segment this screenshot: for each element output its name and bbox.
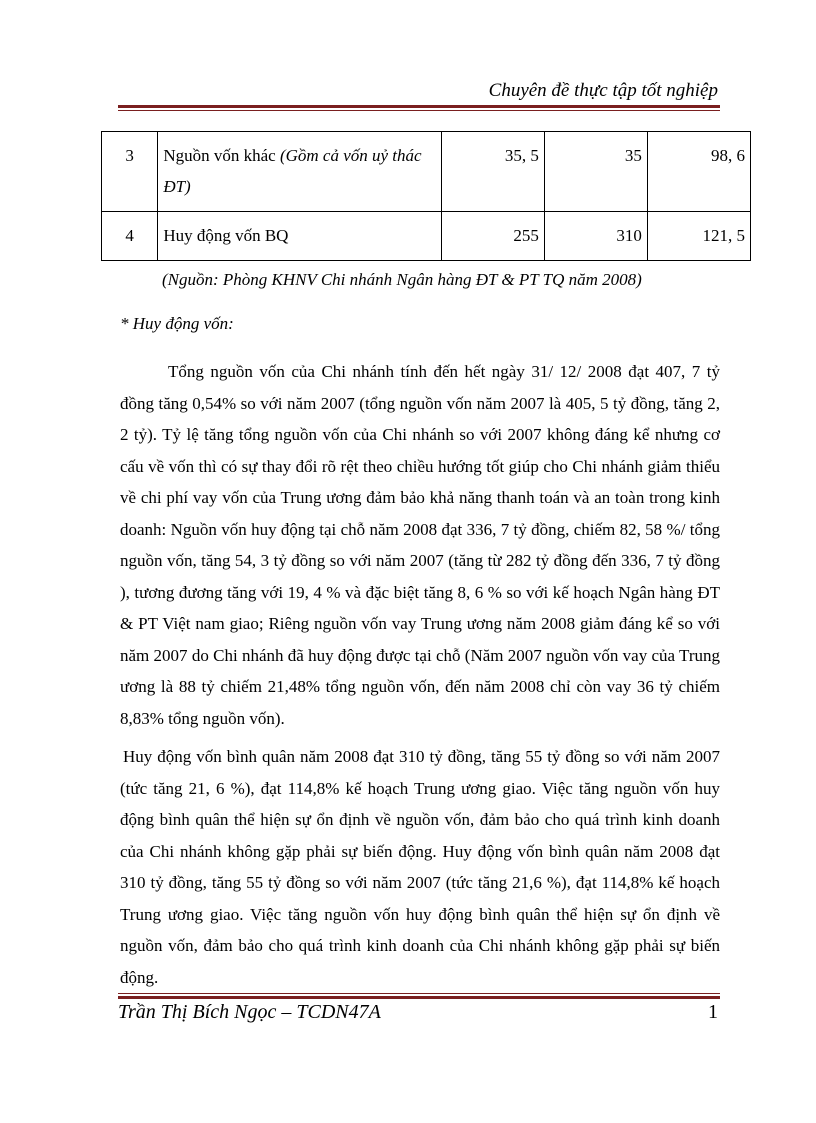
value-2008: 310 — [544, 212, 647, 261]
row-label: Huy động vốn BQ — [158, 212, 442, 261]
table-row — [102, 212, 751, 261]
row-label-text: Nguồn vốn khác — [163, 146, 280, 165]
data-table — [101, 131, 751, 261]
row-label-note: (Gồm cả vốn uỷ thác ĐT) — [163, 146, 422, 196]
ratio-value: 121, 5 — [647, 212, 750, 261]
row-number: 4 — [102, 212, 158, 261]
row-number: 3 — [102, 132, 158, 212]
value-2008: 35 — [544, 132, 647, 212]
page-number: 1 — [708, 1001, 718, 1023]
value-2007: 255 — [441, 212, 544, 261]
header-rule — [118, 105, 720, 111]
body-paragraph: Tổng nguồn vốn của Chi nhánh tính đến hết ngày 31/ 12/ 2008 đạt 407, 7 tỷ đồng tăng 0,54% so với năm 2007 (tổng nguồn vốn năm 2007 là 405, 5 tỷ đồng, tăng 2, 2 tỷ). Tỷ lệ tăng tổng nguồn vốn của Chi nhánh so với 2007 không đáng kể nhưng cơ cấu về vốn thì có sự thay đổi rõ rệt theo chiều hướng tốt giúp cho Chi nhánh giảm thiểu về chi phí vay vốn của Trung ương đảm bảo khả năng thanh toán và an toàn trong kinh doanh: Nguồn vốn huy động tại chỗ năm 2008 đạt 336, 7 tỷ đồng, chiếm 82, 58 %/ tổng nguồn vốn, tăng 54, 3 tỷ đồng so với năm 2007 (tăng từ 282 tỷ đồng đến 336, 7 tỷ đồng ), tương đương tăng với 19, 4 % và đặc biệt tăng 8, 6 % so với kế hoạch Ngân hàng ĐT & PT Việt nam giao; Riêng nguồn vốn vay Trung ương năm 2008 giảm đáng kể so với năm 2007 do Chi nhánh đã huy động được tại chỗ (Năm 2007 nguồn vốn vay của Trung ương là 88 tỷ chiếm 21,48% tổng nguồn vốn, đến năm 2008 chỉ còn vay 36 tỷ chiếm 8,83% tổng nguồn vốn). — [120, 362, 720, 728]
body-paragraph: Huy động vốn bình quân năm 2008 đạt 310 tỷ đồng, tăng 55 tỷ đồng so với năm 2007 (tức tăng 21, 6 %), đạt 114,8% kế hoạch Trung ương giao. Việc tăng nguồn vốn huy động bình quân thể hiện sự ổn định về nguồn vốn, đảm bảo cho quá trình kinh doanh của Chi nhánh không gặp phải sự biến động. Huy động vốn bình quân năm 2008 đạt 310 tỷ đồng, tăng 55 tỷ đồng so với năm 2007 (tức tăng 21,6 %), đạt 114,8% kế hoạch Trung ương giao. Việc tăng nguồn vốn huy động bình quân thể hiện sự ổn định về nguồn vốn, đảm bảo cho quá trình kinh doanh của Chi nhánh không gặp phải sự biến động. — [120, 747, 720, 987]
row-label — [158, 132, 442, 212]
ratio-value: 98, 6 — [647, 132, 750, 212]
section-heading: * Huy động vốn: — [120, 314, 234, 333]
table-source-note: (Nguồn: Phòng KHNV Chi nhánh Ngân hàng ĐT & PT TQ năm 2008) — [162, 270, 642, 289]
page-header-title: Chuyên đề thực tập tốt nghiệp — [488, 80, 718, 101]
footer-author: Trần Thị Bích Ngọc – TCDN47A — [118, 1001, 381, 1023]
footer-rule — [118, 993, 720, 999]
table-row — [102, 132, 751, 212]
value-2007: 35, 5 — [441, 132, 544, 212]
